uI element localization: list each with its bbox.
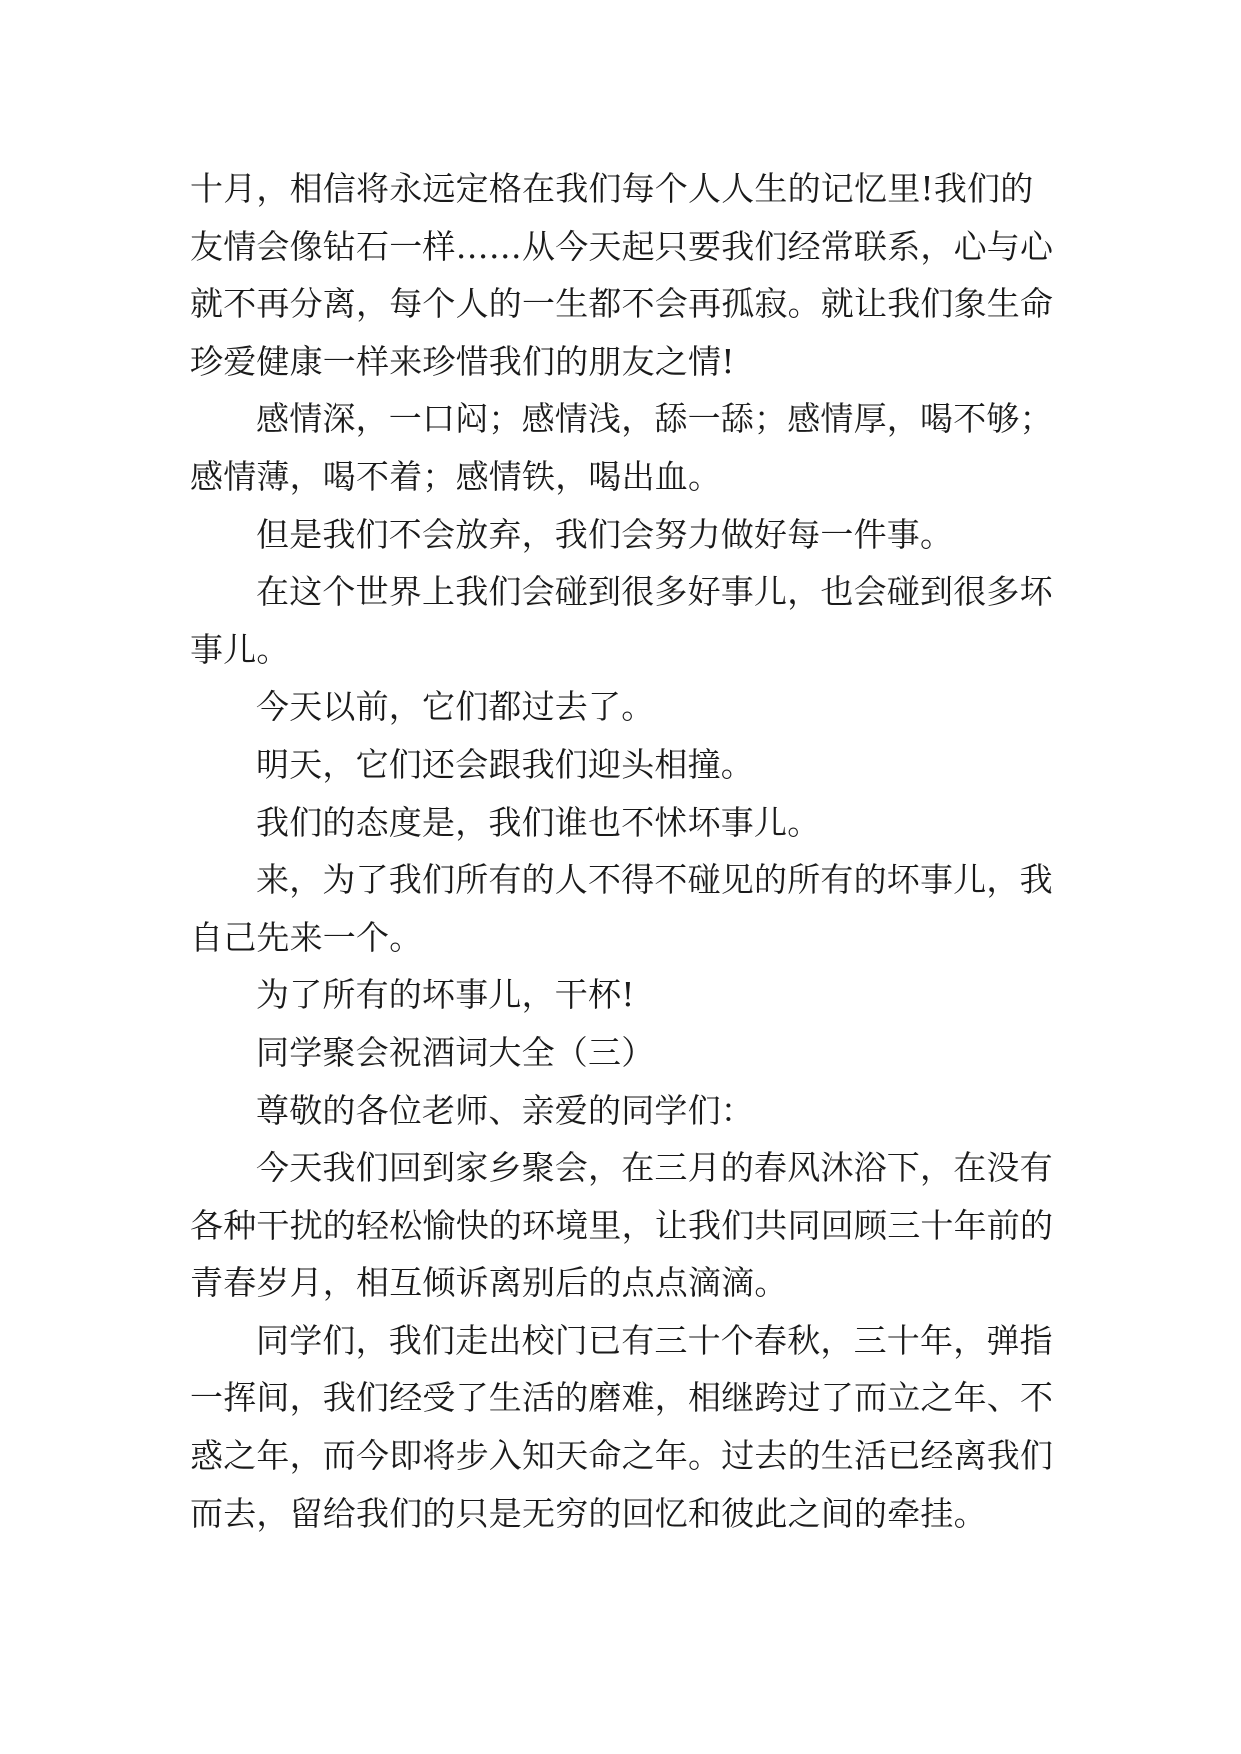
paragraph-cheers <box>190 966 1070 1024</box>
text-line: 来，为了我们所有的人不得不碰见的所有的坏事儿，我 <box>256 860 1053 900</box>
text-line: 就不再分离，每个人的一生都不会再孤寂。就让我们象生命 <box>190 284 1054 324</box>
paragraph-toast-saying <box>190 390 1070 505</box>
text-line: 感情深，一口闷；感情浅，舔一舔；感情厚，喝不够； <box>256 399 1053 439</box>
paragraph-friendship <box>190 160 1070 390</box>
salutation-line: 尊敬的各位老师、亲爱的同学们： <box>256 1090 754 1130</box>
text-line: 事儿。 <box>190 629 290 669</box>
text-line: 今天以前，它们都过去了。 <box>256 687 655 727</box>
text-line: 青春岁月，相互倾诉离别后的点点滴滴。 <box>190 1263 788 1303</box>
text-line: 一挥间，我们经受了生活的磨难，相继跨过了而立之年、不 <box>190 1378 1054 1418</box>
text-line: 珍爱健康一样来珍惜我们的朋友之情! <box>190 341 735 381</box>
section-heading <box>190 1024 1070 1082</box>
text-line: 友情会像钻石一样……从今天起只要我们经常联系，心与心 <box>190 226 1054 266</box>
document-body <box>190 160 1070 1542</box>
text-line: 感情薄，喝不着；感情铁，喝出血。 <box>190 456 722 496</box>
text-line: 今天我们回到家乡聚会，在三月的春风沐浴下，在没有 <box>256 1148 1053 1188</box>
text-line: 而去，留给我们的只是无穷的回忆和彼此之间的牵挂。 <box>190 1493 987 1533</box>
text-line: 但是我们不会放弃，我们会努力做好每一件事。 <box>256 514 954 554</box>
paragraph-before-today <box>190 678 1070 736</box>
paragraph-come <box>190 851 1070 966</box>
paragraph-hometown-reunion <box>190 1139 1070 1312</box>
text-line: 明天，它们还会跟我们迎头相撞。 <box>256 744 754 784</box>
text-line: 各种干扰的轻松愉快的环境里，让我们共同回顾三十年前的 <box>190 1205 1054 1245</box>
paragraph-not-give-up <box>190 506 1070 564</box>
text-line: 自己先来一个。 <box>190 917 423 957</box>
text-line: 同学们，我们走出校门已有三十个春秋，三十年，弹指 <box>256 1320 1053 1360</box>
paragraph-good-and-bad <box>190 563 1070 678</box>
paragraph-thirty-years <box>190 1312 1070 1542</box>
text-line: 为了所有的坏事儿，干杯! <box>256 975 635 1015</box>
paragraph-tomorrow <box>190 736 1070 794</box>
text-line: 惑之年，而今即将步入知天命之年。过去的生活已经离我们 <box>190 1436 1054 1476</box>
paragraph-salutation <box>190 1082 1070 1140</box>
paragraph-attitude <box>190 794 1070 852</box>
text-line: 我们的态度是，我们谁也不怵坏事儿。 <box>256 802 821 842</box>
text-line: 在这个世界上我们会碰到很多好事儿，也会碰到很多坏 <box>256 572 1053 612</box>
section-title: 同学聚会祝酒词大全（三） <box>256 1032 655 1072</box>
text-line: 十月，相信将永远定格在我们每个人人生的记忆里!我们的 <box>190 169 1034 208</box>
